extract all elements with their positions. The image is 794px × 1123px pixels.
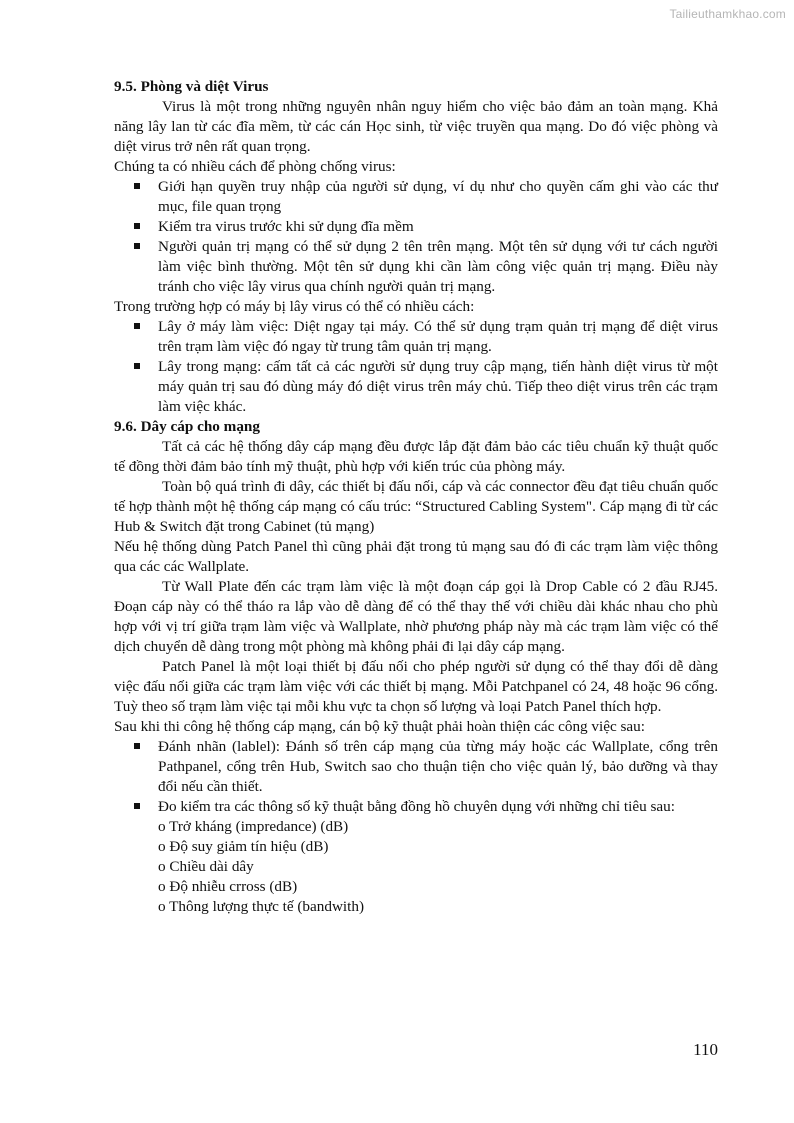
section-heading-virus: 9.5. Phòng và diệt Virus — [114, 78, 269, 95]
paragraph: Trong trường hợp có máy bị lây virus có thể có nhiều cách: — [114, 298, 475, 315]
paragraph: Từ Wall Plate đến các trạm làm việc là một đoạn cáp gọi là Drop Cable có 2 đầu RJ45. Đoạn cáp này có thể tháo ra lắp vào dễ dàng để có thể thay thế với chiều dài khác nhau cho phù hợp với vị trí giữa trạm làm việc và Wallplate, nhờ phương pháp này mà các trạm làm việc có thể dịch chuyển dễ dàng trong một phòng mà không phải đi lại dây cáp mạng. — [114, 578, 718, 655]
sub-list-item: o Độ suy giảm tín hiệu (dB) — [158, 838, 329, 855]
sub-list-item: o Chiều dài dây — [158, 858, 254, 875]
paragraph: Patch Panel là một loại thiết bị đấu nối cho phép người sử dụng có thể thay đổi dễ dàng việc đấu nối giữa các trạm làm việc với các thiết bị mạng. Mỗi Patchpanel có 24, 48 hoặc 96 cổng. Tuỳ theo số trạm làm việc tại mỗi khu vực ta chọn số lượng và loại Patch Panel thích hợp. — [114, 658, 718, 715]
list-item: Người quản trị mạng có thể sử dụng 2 tên trên mạng. Một tên sử dụng với tư cách người làm việc bình thường. Một tên sử dụng khi cần làm công việc quản trị mạng. Điều này tránh cho việc lây virus qua chính người quản trị mạng. — [114, 237, 718, 297]
paragraph: Tất cả các hệ thống dây cáp mạng đều được lắp đặt đảm bảo các tiêu chuẩn kỹ thuật quốc tế đồng thời đảm bảo tính mỹ thuật, phù hợp với kiến trúc của phòng máy. — [114, 438, 718, 475]
bullet-list — [114, 317, 718, 417]
bullet-list — [114, 737, 718, 817]
list-item: Đánh nhãn (lablel): Đánh số trên cáp mạng của từng máy hoặc các Wallplate, cổng trên Pathpanel, cổng trên Hub, Switch sao cho thuận tiện cho việc quản lý, bảo dưỡng và thay đổi nếu cần thiết. — [114, 737, 718, 797]
list-item: Giới hạn quyền truy nhập của người sử dụng, ví dụ như cho quyền cấm ghi vào các thư mục, file quan trọng — [114, 177, 718, 217]
section-heading-cabling: 9.6. Dây cáp cho mạng — [114, 418, 260, 435]
page-content — [114, 77, 718, 917]
bullet-list — [114, 177, 718, 297]
list-item: Lây trong mạng: cấm tất cả các người sử dụng truy cập mạng, tiến hành diệt virus từ một máy quản trị sau đó dùng máy đó diệt virus trên máy chủ. Tiếp theo diệt virus trên các trạm làm việc khác. — [114, 357, 718, 417]
paragraph: Sau khi thi công hệ thống cáp mạng, cán bộ kỹ thuật phải hoàn thiện các công việc sau: — [114, 718, 645, 735]
sub-list-item: o Trở kháng (impredance) (dB) — [158, 818, 349, 835]
list-item: Lây ở máy làm việc: Diệt ngay tại máy. Có thể sử dụng trạm quản trị mạng để diệt virus trên trạm làm việc đó ngay từ trung tâm quản trị mạng. — [114, 317, 718, 357]
sub-list-item: o Thông lượng thực tế (bandwith) — [158, 898, 365, 915]
list-item: Đo kiểm tra các thông số kỹ thuật bằng đồng hồ chuyên dụng với những chỉ tiêu sau: — [114, 797, 718, 817]
paragraph: Nếu hệ thống dùng Patch Panel thì cũng phải đặt trong tủ mạng sau đó đi các trạm làm việc thông qua các các Wallplate. — [114, 538, 718, 575]
page-number: 110 — [693, 1040, 718, 1059]
sub-list — [114, 817, 718, 917]
paragraph: Virus là một trong những nguyên nhân nguy hiểm cho việc bảo đảm an toàn mạng. Khả năng lây lan từ các đĩa mềm, từ các cán Học sinh, từ việc truyền qua mạng. Do đó việc phòng và diệt virus trở nên rất quan trọng. — [114, 98, 718, 155]
sub-list-item: o Độ nhiễu crross (dB) — [158, 878, 298, 895]
watermark: Tailieuthamkhao.com — [669, 7, 786, 21]
paragraph: Chúng ta có nhiều cách để phòng chống virus: — [114, 158, 396, 175]
paragraph: Toàn bộ quá trình đi dây, các thiết bị đấu nối, cáp và các connector đều đạt tiêu chuẩn quốc tế hợp thành một hệ thống cáp mạng có cấu trúc: “Structured Cabling System". Cáp mạng đi từ các Hub & Switch đặt trong Cabinet (tủ mạng) — [114, 478, 718, 535]
list-item: Kiểm tra virus trước khi sử dụng đĩa mềm — [114, 217, 718, 237]
